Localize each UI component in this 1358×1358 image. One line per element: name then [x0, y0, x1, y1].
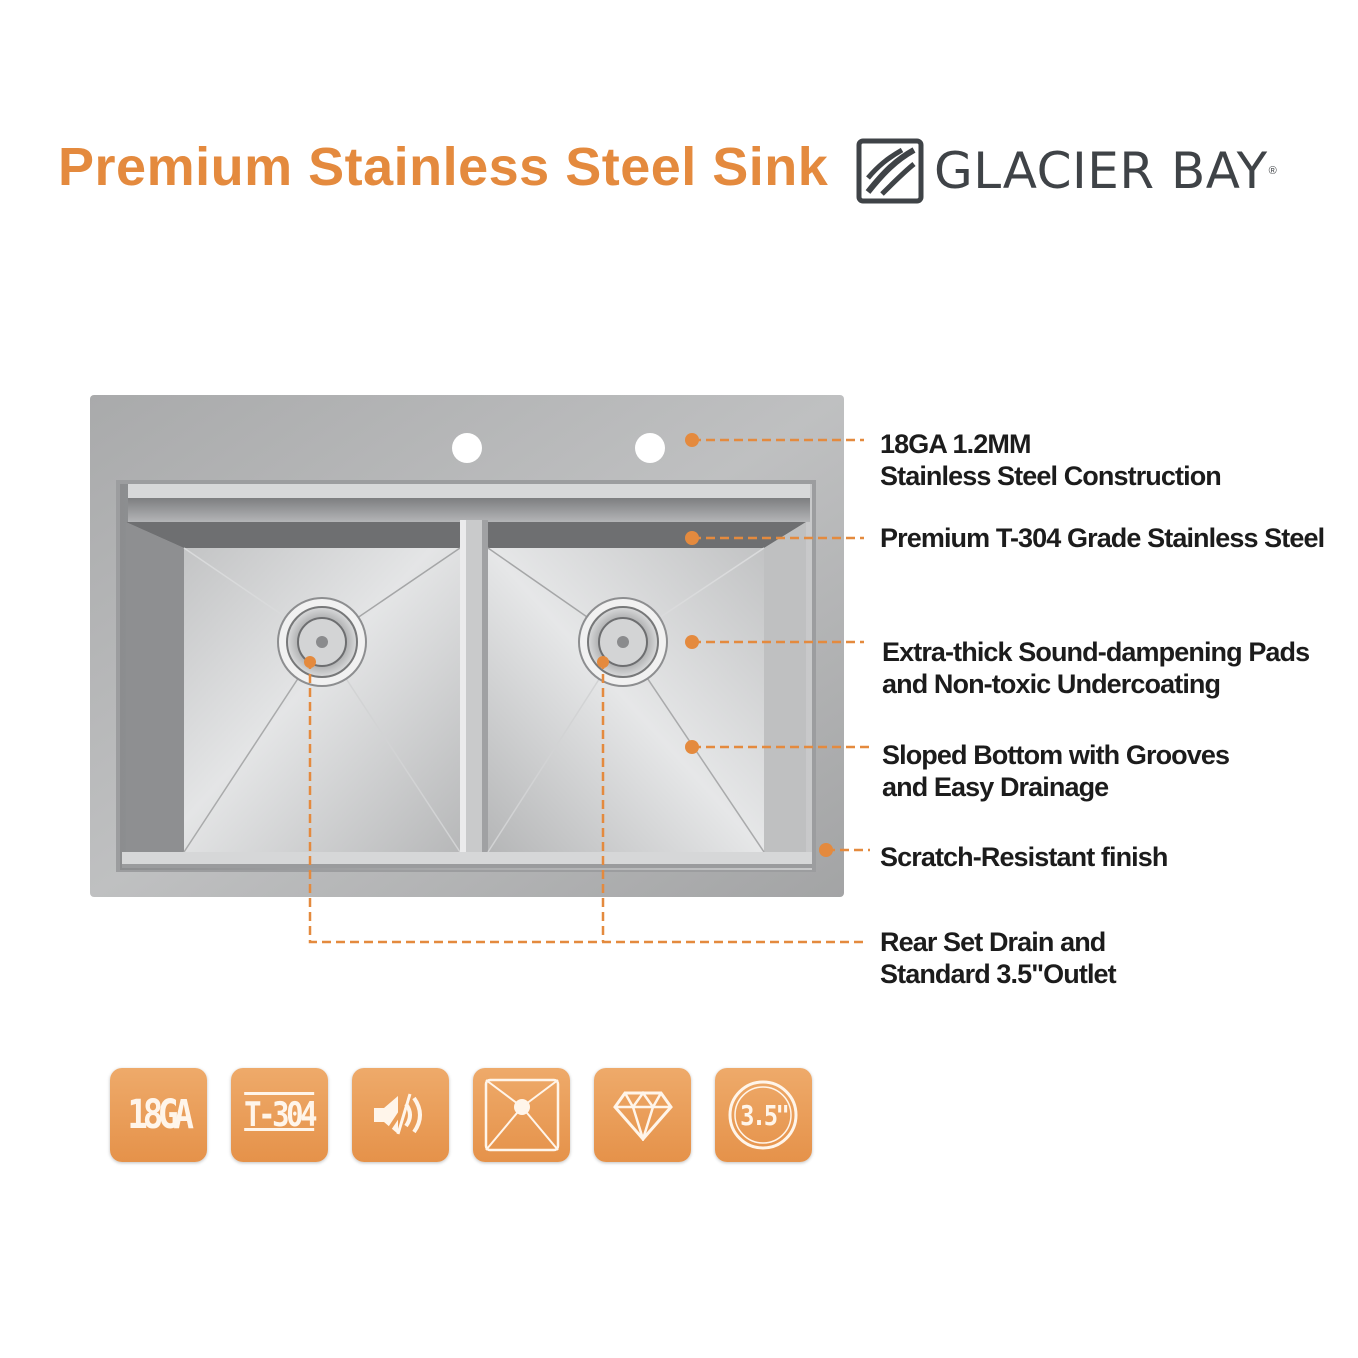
callout-dot — [597, 656, 609, 668]
callout-dot — [685, 531, 699, 545]
callout-dot — [685, 740, 699, 754]
registered-mark: ® — [1268, 165, 1277, 177]
callout-line: and Easy Drainage — [882, 772, 1109, 802]
left-drain-icon — [278, 598, 366, 686]
callout-line: Stainless Steel Construction — [880, 461, 1221, 491]
feature-badges — [110, 1068, 812, 1162]
badge-label: 18GA — [127, 1092, 190, 1138]
callout-scratch-resistant — [880, 841, 1167, 873]
callout-dot — [685, 635, 699, 649]
badge-label: T-304 — [244, 1095, 315, 1135]
callout-line: and Non-toxic Undercoating — [882, 669, 1221, 699]
sound-dampening-icon — [352, 1068, 449, 1162]
faucet-hole — [635, 433, 665, 463]
page-title: Premium Stainless Steel Sink — [58, 137, 829, 197]
outlet-size-icon — [715, 1068, 812, 1162]
callout-line: Rear Set Drain and — [880, 927, 1106, 957]
callout-line: Sloped Bottom with Grooves — [882, 740, 1230, 770]
grade-badge-icon — [231, 1068, 328, 1162]
callout-gauge — [880, 428, 1221, 492]
callout-sound-pads — [882, 636, 1309, 700]
callout-drain — [880, 926, 1116, 990]
callout-dot — [304, 656, 316, 668]
callout-sloped-bottom — [882, 739, 1229, 803]
callout-dot — [819, 843, 833, 857]
sloped-bottom-icon — [473, 1068, 570, 1162]
right-drain-icon — [579, 598, 667, 686]
callout-line: Premium T-304 Grade Stainless Steel — [880, 523, 1325, 553]
badge-label: 3.5" — [739, 1098, 788, 1132]
callout-line: 18GA 1.2MM — [880, 429, 1031, 459]
callout-line: Scratch-Resistant finish — [880, 842, 1168, 872]
faucet-hole — [452, 433, 482, 463]
callout-dot — [685, 433, 699, 447]
callout-grade — [880, 522, 1324, 554]
callout-line: Extra-thick Sound-dampening Pads — [882, 637, 1310, 667]
brand-name: GLACIER BAY — [934, 142, 1268, 200]
diamond-icon — [594, 1068, 691, 1162]
gauge-badge-icon — [110, 1068, 207, 1162]
callout-line: Standard 3.5"Outlet — [880, 959, 1116, 989]
